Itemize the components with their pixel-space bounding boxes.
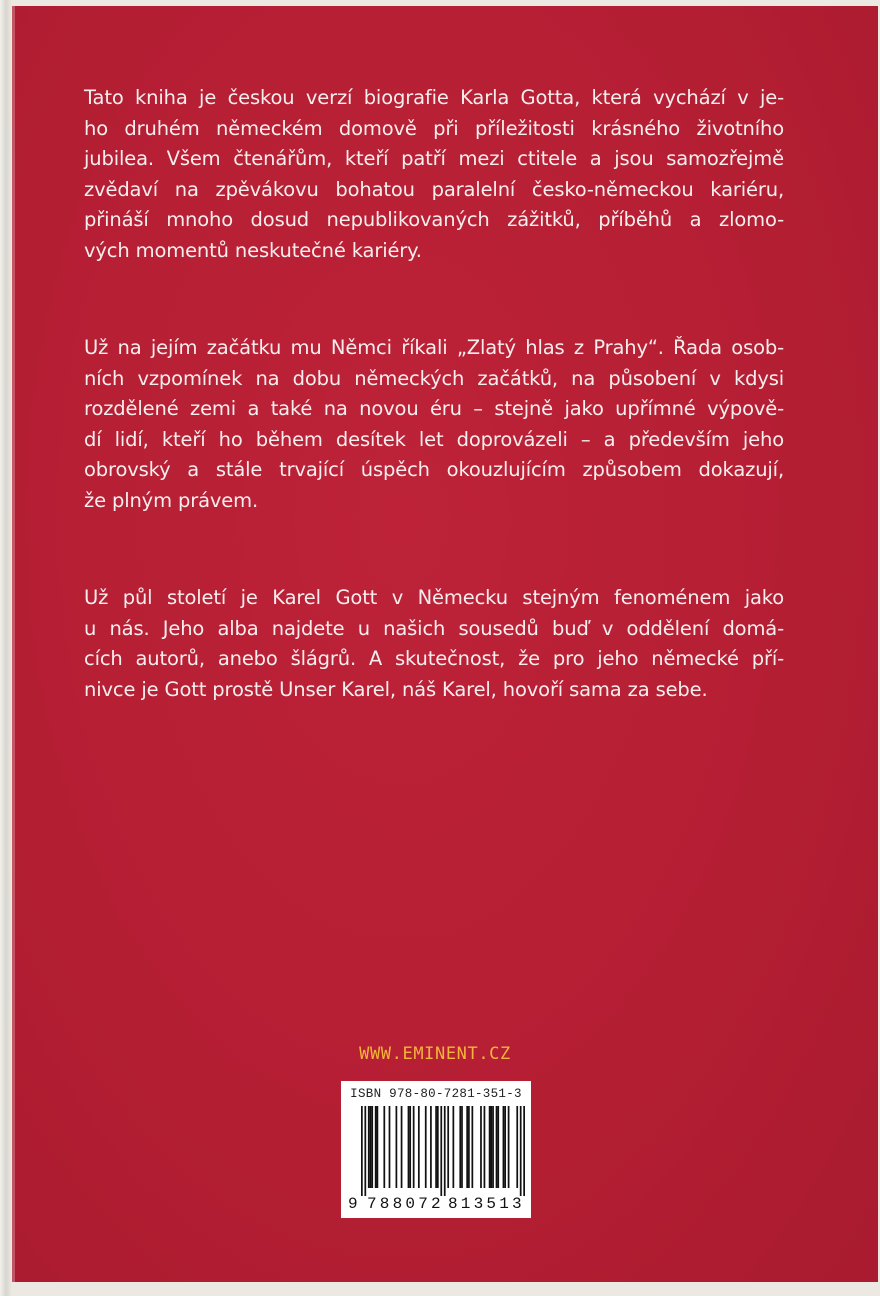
- barcode-bar: [371, 1106, 373, 1188]
- barcode-bar: [408, 1106, 410, 1188]
- barcode-bar: [377, 1106, 379, 1188]
- barcode-bar: [497, 1106, 499, 1188]
- blurb-line: že plným právem.: [84, 488, 258, 512]
- blurb-line: nivce je Gott prostě Unser Karel, náš Karel, hovoří sama za sebe.: [84, 677, 708, 701]
- blurb-line: ho druhém německém domově při příležitosti krásného životního: [84, 116, 784, 140]
- barcode-bar: [523, 1106, 525, 1196]
- barcode-bar: [503, 1106, 505, 1188]
- blurb-paragraph-3: [84, 583, 784, 705]
- barcode-bar: [364, 1106, 366, 1196]
- blurb-paragraph-2: [84, 333, 784, 516]
- barcode-bar: [504, 1106, 506, 1188]
- barcode-bar: [389, 1106, 391, 1188]
- barcode-bar: [447, 1106, 449, 1188]
- barcode-bar: [471, 1106, 473, 1188]
- blurb-line: jubilea. Všem čtenářům, kteří patří mezi ctitele a jsou samozřejmě: [84, 147, 784, 170]
- blurb-line: vých momentů neskutečné kariéry.: [84, 238, 422, 262]
- barcode-bar: [437, 1106, 439, 1188]
- barcode-lead-digit: 9: [348, 1195, 358, 1213]
- barcode-bar: [480, 1106, 482, 1188]
- barcode-bar: [496, 1106, 498, 1188]
- publisher-website: WWW.EMINENT.CZ: [359, 1044, 511, 1064]
- barcode-bar: [409, 1106, 411, 1188]
- barcode-bar: [461, 1106, 463, 1188]
- isbn-barcode: [341, 1081, 531, 1218]
- barcode-bar: [440, 1106, 442, 1196]
- barcode-bar: [361, 1106, 363, 1196]
- barcode-bar: [375, 1106, 377, 1188]
- blurb-line: Už půl století je Karel Gott v Německu stejným fenoménem jako: [84, 586, 784, 609]
- barcode-bar: [516, 1106, 518, 1188]
- barcode-bar: [508, 1106, 510, 1188]
- barcode-bar: [418, 1106, 420, 1188]
- barcode-bar: [520, 1106, 522, 1196]
- blurb-line: rozdělené zemi a také na novou éru – stejně jako upřímné výpově-: [84, 397, 784, 420]
- barcode-bar: [370, 1106, 372, 1188]
- blurb-line: cích autorů, anebo šlágrů. A skutečnost, že pro jeho německé pří-: [84, 647, 784, 670]
- barcode-bar: [468, 1106, 470, 1188]
- barcode-bars: [361, 1106, 525, 1196]
- blurb-line: dí lidí, kteří ho během desítek let doprovázeli – a především jeho: [84, 427, 784, 451]
- blurb-line: Tato kniha je českou verzí biografie Karla Gotta, která vychází v je-: [84, 86, 784, 109]
- blurb-line: obrovský a stále trvající úspěch okouzlujícím způsobem dokazují,: [84, 458, 784, 481]
- barcode-bar: [490, 1106, 492, 1188]
- blurb-line: ních vzpomínek na dobu německých začátků, na působení v kdysi: [84, 366, 784, 390]
- barcode-bar: [368, 1106, 370, 1188]
- isbn-label: ISBN 978-80-7281-351-3: [350, 1087, 522, 1101]
- barcode-bar: [452, 1106, 454, 1188]
- barcode-bar: [484, 1106, 486, 1188]
- cover-spine-edge: [12, 6, 15, 1282]
- barcode-bar: [489, 1106, 491, 1188]
- barcode-bar: [425, 1106, 427, 1188]
- barcode-bar: [444, 1106, 446, 1196]
- barcode-bar: [430, 1106, 432, 1188]
- blurb-line: zvědaví na zpěvákovu bohatou paralelní česko-německou kariéru,: [84, 177, 784, 201]
- barcode-right-digits: 813513: [448, 1195, 525, 1213]
- barcode-bar: [492, 1106, 494, 1188]
- blurb-line: Už na jejím začátku mu Němci říkali „Zlatý hlas z Prahy“. Řada osob-: [84, 336, 784, 359]
- blurb-paragraph-1: [84, 83, 784, 266]
- barcode-bar: [459, 1106, 461, 1188]
- barcode-bar: [401, 1106, 403, 1188]
- barcode-bar: [466, 1106, 468, 1188]
- blurb-line: u nás. Jeho alba najdete u našich sousedů buď v oddělení domá-: [84, 616, 784, 640]
- barcode-bar: [383, 1106, 385, 1188]
- barcode-bar: [435, 1106, 437, 1188]
- barcode-left-digits: 788072: [367, 1195, 444, 1213]
- blurb-line: přináší mnoho dosud nepublikovaných zážitků, příběhů a zlomo-: [84, 208, 784, 231]
- barcode-bar: [396, 1106, 398, 1188]
- barcode-bar: [413, 1106, 415, 1188]
